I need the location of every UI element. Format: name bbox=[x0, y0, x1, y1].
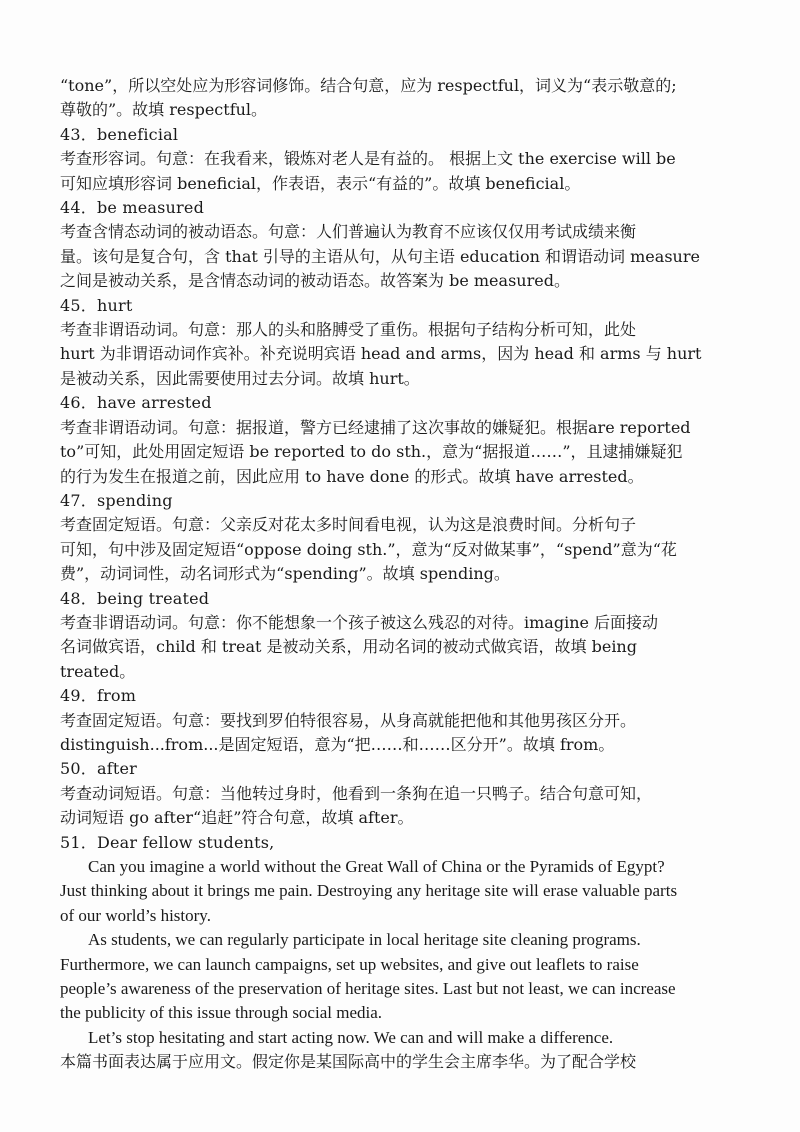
text-line: 的行为发生在报道之前，因此应用 to have done 的形式。故填 have arrested。 bbox=[60, 466, 644, 486]
text-line: 本篇书面表达属于应用文。假定你是某国际高中的学生会主席李华。为了配合学校 bbox=[60, 1052, 637, 1072]
text-line: 可知应填形容词 beneficial，作表语，表示“有益的”。故填 beneficial。 bbox=[60, 173, 581, 193]
letter-line: Furthermore, we can launch campaigns, set up websites, and give out leaflets to raise bbox=[60, 954, 639, 974]
letter-line: Just thinking about it brings me pain. Destroying any heritage site will erase valuable parts bbox=[60, 881, 678, 901]
answer-heading-49: 49．from bbox=[60, 686, 137, 706]
text-line: to”可知，此处用固定短语 be reported to do sth.，意为“据报道……”，且逮捕嫌疑犯 bbox=[60, 442, 683, 462]
text-line: distinguish...from...是固定短语，意为“把……和……区分开”。故填 from。 bbox=[60, 734, 615, 754]
text-line: 可知，句中涉及固定短语“oppose doing sth.”，意为“反对做某事”，“spend”意为“花 bbox=[60, 539, 677, 559]
text-line: 考查非谓语动词。句意：据报道，警方已经逮捕了这次事故的嫌疑犯。根据are reported bbox=[60, 417, 691, 437]
text-line: 费”，动词词性，动名词形式为“spending”。故填 spending。 bbox=[60, 564, 510, 584]
text-line: hurt 为非谓语动词作宾补。补充说明宾语 head and arms，因为 head 和 arms 与 hurt bbox=[60, 344, 702, 364]
letter-line: the publicity of this issue through social media. bbox=[60, 1003, 383, 1023]
letter-line: people’s awareness of the preservation of heritage sites. Last but not least, we can increase bbox=[60, 979, 676, 999]
text-line: 动词短语 go after“追赶”符合句意，故填 after。 bbox=[60, 808, 414, 828]
text-line: “tone”，所以空处应为形容词修饰。结合句意，应为 respectful，词义为“表示敬意的; bbox=[60, 76, 677, 95]
text-line: 尊敬的”。故填 respectful。 bbox=[60, 100, 268, 120]
text-line: 考查非谓语动词。句意：你不能想象一个孩子被这么残忍的对待。imagine 后面接动 bbox=[60, 612, 659, 632]
text-line: 是被动关系，因此需要使用过去分词。故填 hurt。 bbox=[60, 368, 420, 388]
letter-line: Let’s stop hesitating and start acting now. We can and will make a difference. bbox=[88, 1027, 614, 1047]
answer-heading-44: 44．be measured bbox=[60, 198, 205, 218]
text-line: 之间是被动关系，是含情态动词的被动语态。故答案为 be measured。 bbox=[60, 271, 570, 291]
text-line: 考查固定短语。句意：父亲反对花太多时间看电视，认为这是浪费时间。分析句子 bbox=[60, 515, 637, 535]
answer-heading-45: 45．hurt bbox=[60, 295, 133, 315]
text-line: 考查非谓语动词。句意：那人的头和胳膊受了重伤。根据句子结构分析可知，此处 bbox=[60, 320, 637, 340]
answer-heading-43: 43．beneficial bbox=[60, 124, 179, 144]
text-line: treated。 bbox=[60, 661, 136, 681]
text-line: 考查动词短语。句意：当他转过身时，他看到一条狗在追一只鸭子。结合句意可知， bbox=[60, 783, 653, 803]
answer-heading-50: 50．after bbox=[60, 759, 137, 779]
answer-heading-51: 51．Dear fellow students, bbox=[60, 832, 275, 852]
letter-line: of our world’s history. bbox=[60, 905, 211, 925]
text-line: 考查固定短语。句意：要找到罗伯特很容易，从身高就能把他和其他男孩区分开。 bbox=[60, 710, 637, 730]
letter-line: As students, we can regularly participate in local heritage site cleaning programs. bbox=[88, 930, 641, 950]
text-line: 名词做宾语，child 和 treat 是被动关系，用动名词的被动式做宾语，故填 being bbox=[60, 637, 637, 657]
text-line: 考查形容词。句意：在我看来，锻炼对老人是有益的。 根据上文 the exercise will be bbox=[60, 149, 676, 169]
letter-line: Can you imagine a world without the Great Wall of China or the Pyramids of Egypt? bbox=[88, 857, 665, 876]
answer-heading-48: 48．being treated bbox=[60, 588, 210, 608]
text-line: 量。该句是复合句，含 that 引导的主语从句，从句主语 education 和谓语动词 measure bbox=[60, 246, 700, 266]
answer-heading-46: 46．have arrested bbox=[60, 393, 212, 413]
text-line: 考查含情态动词的被动语态。句意：人们普遍认为教育不应该仅仅用考试成绩来衡 bbox=[60, 222, 637, 242]
answer-heading-47: 47．spending bbox=[60, 490, 173, 510]
